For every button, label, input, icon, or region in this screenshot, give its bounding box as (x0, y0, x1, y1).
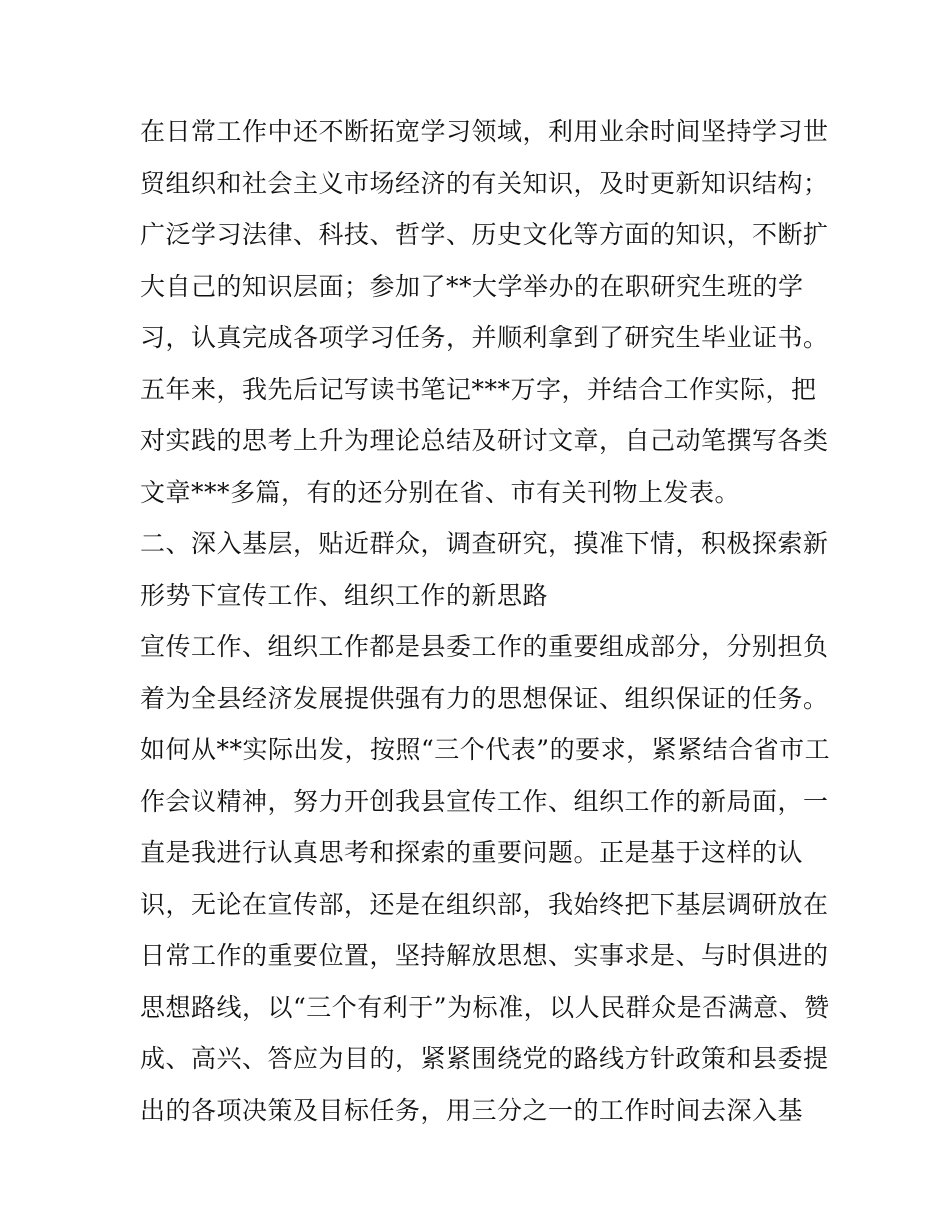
text-line: 如何从**实际出发，按照“三个代表”的要求，紧紧结合省市工 (140, 735, 831, 764)
text-line: 着为全县经济发展提供强有力的思想保证、组织保证的任务。 (140, 683, 829, 713)
text-line: 出的各项决策及目标任务，用三分之一的工作时间去深入基 (140, 1095, 804, 1125)
text-line: 贸组织和社会主义市场经济的有关知识，及时更新知识结构； (140, 168, 829, 198)
text-line: 五年来，我先后记写读书笔记***万字，并结合工作实际，把 (140, 374, 817, 404)
text-line: 作会议精神，努力开创我县宣传工作、组织工作的新局面，一 (140, 786, 829, 816)
text-line: 广泛学习法律、科技、哲学、历史文化等方面的知识，不断扩 (140, 220, 829, 249)
section-heading-line: 二、深入基层，贴近群众，调查研究，摸准下情，积极探索新 (140, 529, 829, 558)
text-line: 文章***多篇，有的还分别在省、市有关刊物上发表。 (140, 477, 741, 507)
section-heading-line: 形势下宣传工作、组织工作的新思路 (140, 580, 549, 610)
text-line: 对实践的思考上升为理论总结及研讨文章，自己动笔撰写各类 (140, 426, 829, 455)
text-line: 大自己的知识层面；参加了**大学举办的在职研究生班的学 (140, 271, 804, 301)
text-line: 在日常工作中还不断拓宽学习领域，利用业余时间坚持学习世 (140, 117, 829, 146)
text-line: 成、高兴、答应为目的，紧紧围绕党的路线方针政策和县委提 (140, 1044, 829, 1073)
text-line: 日常工作的重要位置，坚持解放思想、实事求是、与时俱进的 (140, 941, 829, 970)
body-text (140, 106, 831, 1136)
text-line: 识，无论在宣传部，还是在组织部，我始终把下基层调研放在 (140, 889, 829, 919)
text-line: 宣传工作、组织工作都是县委工作的重要组成部分，分别担负 (140, 632, 829, 661)
text-line: 习，认真完成各项学习任务，并顺利拿到了研究生毕业证书。 (140, 323, 829, 352)
text-line: 直是我进行认真思考和探索的重要问题。正是基于这样的认 (140, 838, 804, 867)
text-line: 思想路线，以“三个有利于”为标准，以人民群众是否满意、赞 (140, 992, 830, 1022)
